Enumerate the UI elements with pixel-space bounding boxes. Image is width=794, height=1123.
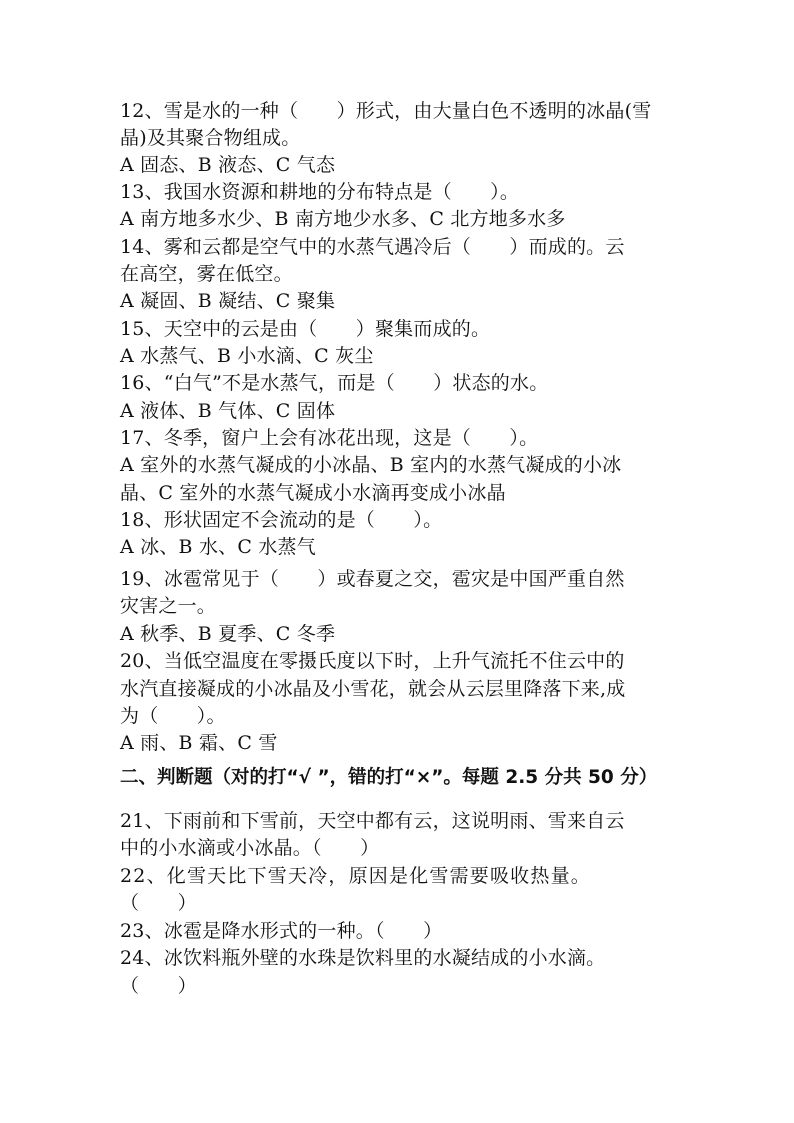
question-20-line-2: 水汽直接凝成的小冰晶及小雪花，就会从云层里降落下来,成 bbox=[120, 678, 626, 700]
question-24-line-1: 24、冰饮料瓶外壁的水珠是饮料里的水凝结成的小水滴。 bbox=[120, 947, 606, 969]
question-15-options: A 水蒸气、B 小水滴、C 灰尘 bbox=[120, 345, 374, 367]
question-19-line-2: 灾害之一。 bbox=[120, 595, 217, 617]
question-16: 16、“白气”不是水蒸气，而是（ ）状态的水。 bbox=[120, 372, 549, 394]
question-20-options: A 雨、B 霜、C 雪 bbox=[120, 732, 278, 754]
question-17-options-line-2: 晶、C 室外的水蒸气凝成小水滴再变成小冰晶 bbox=[120, 482, 506, 504]
question-24-line-2: （ ） bbox=[120, 975, 197, 997]
question-14-options: A 凝固、B 凝结、C 聚集 bbox=[120, 290, 336, 312]
question-21-line-1: 21、下雨前和下雪前，天空中都有云，这说明雨、雪来自云 bbox=[120, 810, 625, 832]
question-13: 13、我国水资源和耕地的分布特点是（ ）。 bbox=[120, 181, 520, 203]
question-22-line-2: （ ） bbox=[120, 892, 197, 914]
question-23: 23、冰雹是降水形式的一种。（ ） bbox=[120, 920, 443, 942]
question-20-line-3: 为（ ）。 bbox=[120, 705, 226, 727]
question-12-line-2: 晶)及其聚合物组成。 bbox=[120, 127, 301, 149]
section-2-heading: 二、判断题（对的打“√ ”，错的打“×”。每题 2.5 分共 50 分） bbox=[120, 767, 658, 788]
question-17: 17、冬季，窗户上会有冰花出现，这是（ ）。 bbox=[120, 427, 539, 449]
question-19-line-1: 19、冰雹常见于（ ）或春夏之交，雹灾是中国严重自然 bbox=[120, 568, 625, 590]
question-16-options: A 液体、B 气体、C 固体 bbox=[120, 400, 336, 422]
question-22-line-1: 22、化雪天比下雪天冷，原因是化雪需要吸收热量。 bbox=[120, 865, 591, 887]
question-17-options-line-1: A 室外的水蒸气凝成的小冰晶、B 室内的水蒸气凝成的小冰 bbox=[120, 454, 622, 476]
question-18-options: A 冰、B 水、C 水蒸气 bbox=[120, 536, 316, 558]
question-15: 15、天空中的云是由（ ）聚集而成的。 bbox=[120, 318, 491, 340]
question-19-options: A 秋季、B 夏季、C 冬季 bbox=[120, 623, 336, 645]
question-20-line-1: 20、当低空温度在零摄氏度以下时，上升气流托不住云中的 bbox=[120, 650, 625, 672]
question-18: 18、形状固定不会流动的是（ ）。 bbox=[120, 509, 443, 531]
question-13-options: A 南方地多水少、B 南方地少水多、C 北方地多水多 bbox=[120, 208, 566, 230]
question-12-line-1: 12、雪是水的一种（ ）形式，由大量白色不透明的冰晶(雪 bbox=[120, 100, 652, 122]
question-12-options: A 固态、B 液态、C 气态 bbox=[120, 154, 336, 176]
question-21-line-2: 中的小水滴或小冰晶。（ ） bbox=[120, 837, 380, 859]
question-14-line-2: 在高空，雾在低空。 bbox=[120, 263, 293, 285]
question-14-line-1: 14、雾和云都是空气中的水蒸气遇冷后（ ）而成的。云 bbox=[120, 236, 625, 258]
